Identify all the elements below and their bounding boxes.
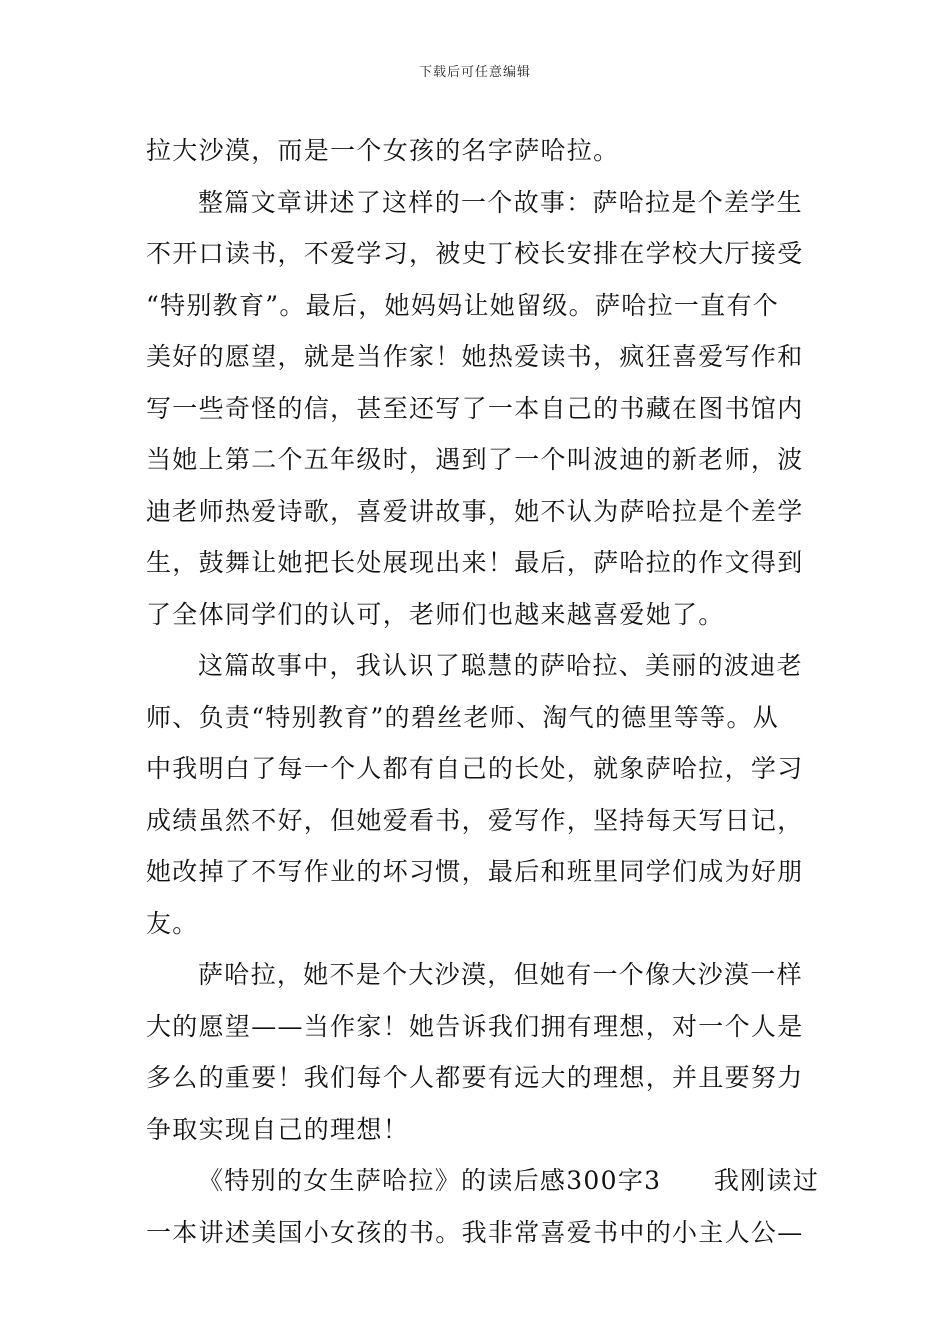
body-text [146,125,820,1258]
text-line: 生，鼓舞让她把长处展现出来！最后，萨哈拉的作文得到 [146,548,804,577]
text-line: “特别教育”。最后，她妈妈让她留级。萨哈拉一直有个 [146,290,780,320]
text-line: 中我明白了每一个人都有自己的长处，就象萨哈拉，学习 [146,754,804,783]
text-line: 了全体同学们的认可，老师们也越来越喜爱她了。 [146,599,725,629]
paragraph-start-line: 萨哈拉，她不是个大沙漠，但她有一个像大沙漠一样 [198,960,803,989]
text-line: 大的愿望——当作家！她告诉我们拥有理想，对一个人是 [146,1011,804,1041]
paragraph-start-line: 《特别的女生萨哈拉》的读后感300字3 我刚读过 [198,1166,820,1195]
text-line: 一本讲述美国小女孩的书。我非常喜爱书中的小主人公— [146,1217,804,1247]
text-line: 美好的愿望，就是当作家！她热爱读书，疯狂喜爱写作和 [146,342,804,371]
text-line: 争取实现自己的理想！ [146,1114,410,1144]
text-line: 她改掉了不写作业的坏习惯，最后和班里同学们成为好朋 [146,857,804,886]
text-line: 友。 [146,908,199,938]
text-line: 不开口读书，不爱学习，被史丁校长安排在学校大厅接受 [146,239,804,268]
text-line: 师、负责“特别教育”的碧丝老师、淘气的德里等等。从 [146,702,780,732]
paragraph-start-line: 这篇故事中，我认识了聪慧的萨哈拉、美丽的波迪老 [198,651,803,680]
text-line: 成绩虽然不好，但她爱看书，爱写作，坚持每天写日记， [146,805,804,835]
text-line: 写一些奇怪的信，甚至还写了一本自己的书藏在图书馆内 [146,393,804,423]
paragraph-start-line: 整篇文章讲述了这样的一个故事：萨哈拉是个差学生 [198,187,803,217]
page-header: 下载后可任意编辑 [418,65,531,80]
text-line: 多么的重要！我们每个人都要有远大的理想，并且要努力 [146,1063,804,1092]
text-line: 拉大沙漠，而是一个女孩的名字萨哈拉。 [146,136,620,165]
text-line: 当她上第二个五年级时，遇到了一个叫波迪的新老师，波 [146,445,804,474]
text-line: 迪老师热爱诗歌，喜爱讲故事，她不认为萨哈拉是个差学 [146,496,804,526]
